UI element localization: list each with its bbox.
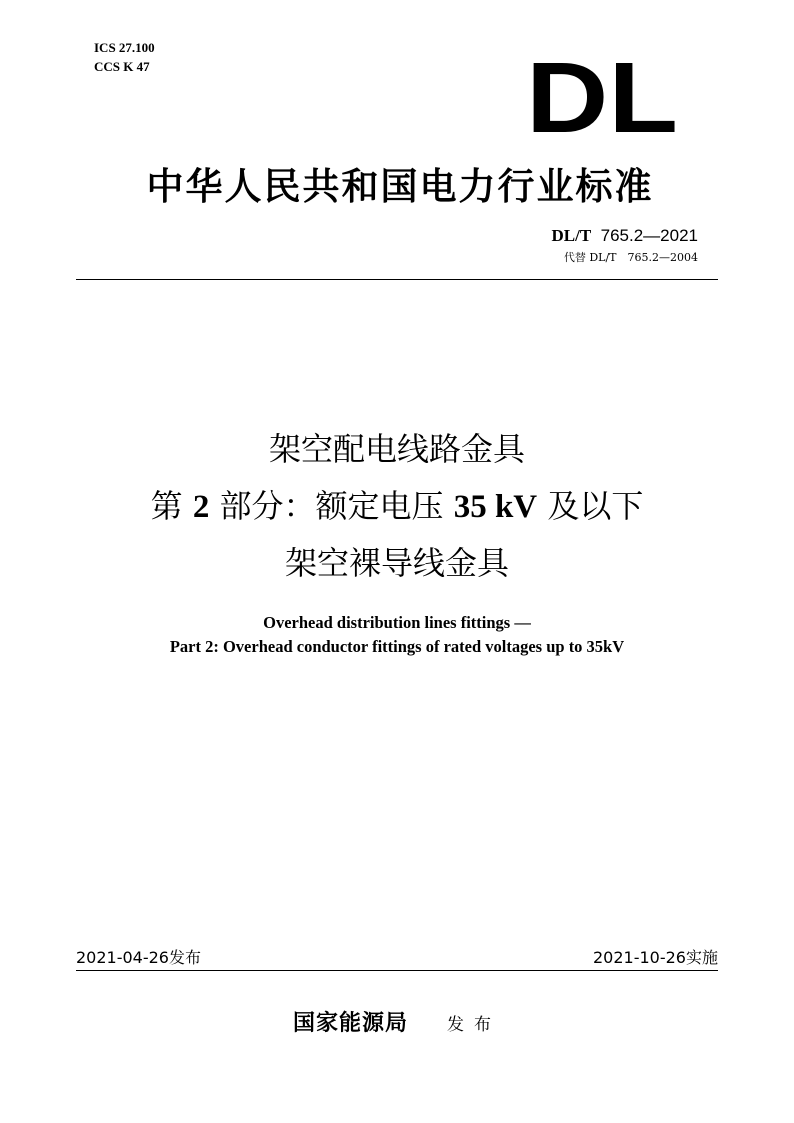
implement-date: 2021-10-26实施 bbox=[593, 948, 718, 967]
header-rule bbox=[76, 279, 718, 280]
cn-title-voltage: 35 kV bbox=[453, 489, 538, 525]
cn-title-part-a: 第 bbox=[150, 487, 183, 525]
classification-codes bbox=[94, 38, 155, 76]
ics-code: ICS 27.100 bbox=[94, 40, 155, 55]
publish-date: 2021-04-26发布 bbox=[76, 948, 201, 967]
issuer-name: 国家能源局 bbox=[292, 1011, 408, 1036]
standard-prefix: DL/T bbox=[551, 226, 592, 245]
cn-title-part-c: 及以下 bbox=[547, 487, 644, 525]
ccs-code: CCS K 47 bbox=[94, 59, 150, 74]
standard-number bbox=[551, 226, 698, 246]
main-title: 中华人民共和国电力行业标准 bbox=[146, 165, 654, 208]
en-title-line2: Part 2: Overhead conductor fittings of rated voltages up to 35kV bbox=[169, 637, 625, 656]
dl-logo-text: DL bbox=[526, 60, 678, 134]
cn-title-part-number: 2 bbox=[192, 489, 210, 525]
dl-logo bbox=[526, 60, 678, 134]
footer-rule bbox=[76, 970, 718, 971]
cn-title-line1: 架空配电线路金具 bbox=[268, 430, 525, 468]
issuer bbox=[0, 1006, 794, 1037]
cn-title-part-b: 部分：额定电压 bbox=[219, 487, 444, 525]
cn-title-line3: 架空裸导线金具 bbox=[284, 544, 509, 582]
standard-code: 765.2—2021 bbox=[600, 226, 698, 245]
replaces-note: 代替 DL/T 765.2—2004 bbox=[563, 251, 698, 264]
en-title-line1: Overhead distribution lines fittings — bbox=[263, 613, 531, 632]
issuer-action: 发布 bbox=[447, 1015, 502, 1035]
cn-title-line2 bbox=[60, 481, 734, 527]
